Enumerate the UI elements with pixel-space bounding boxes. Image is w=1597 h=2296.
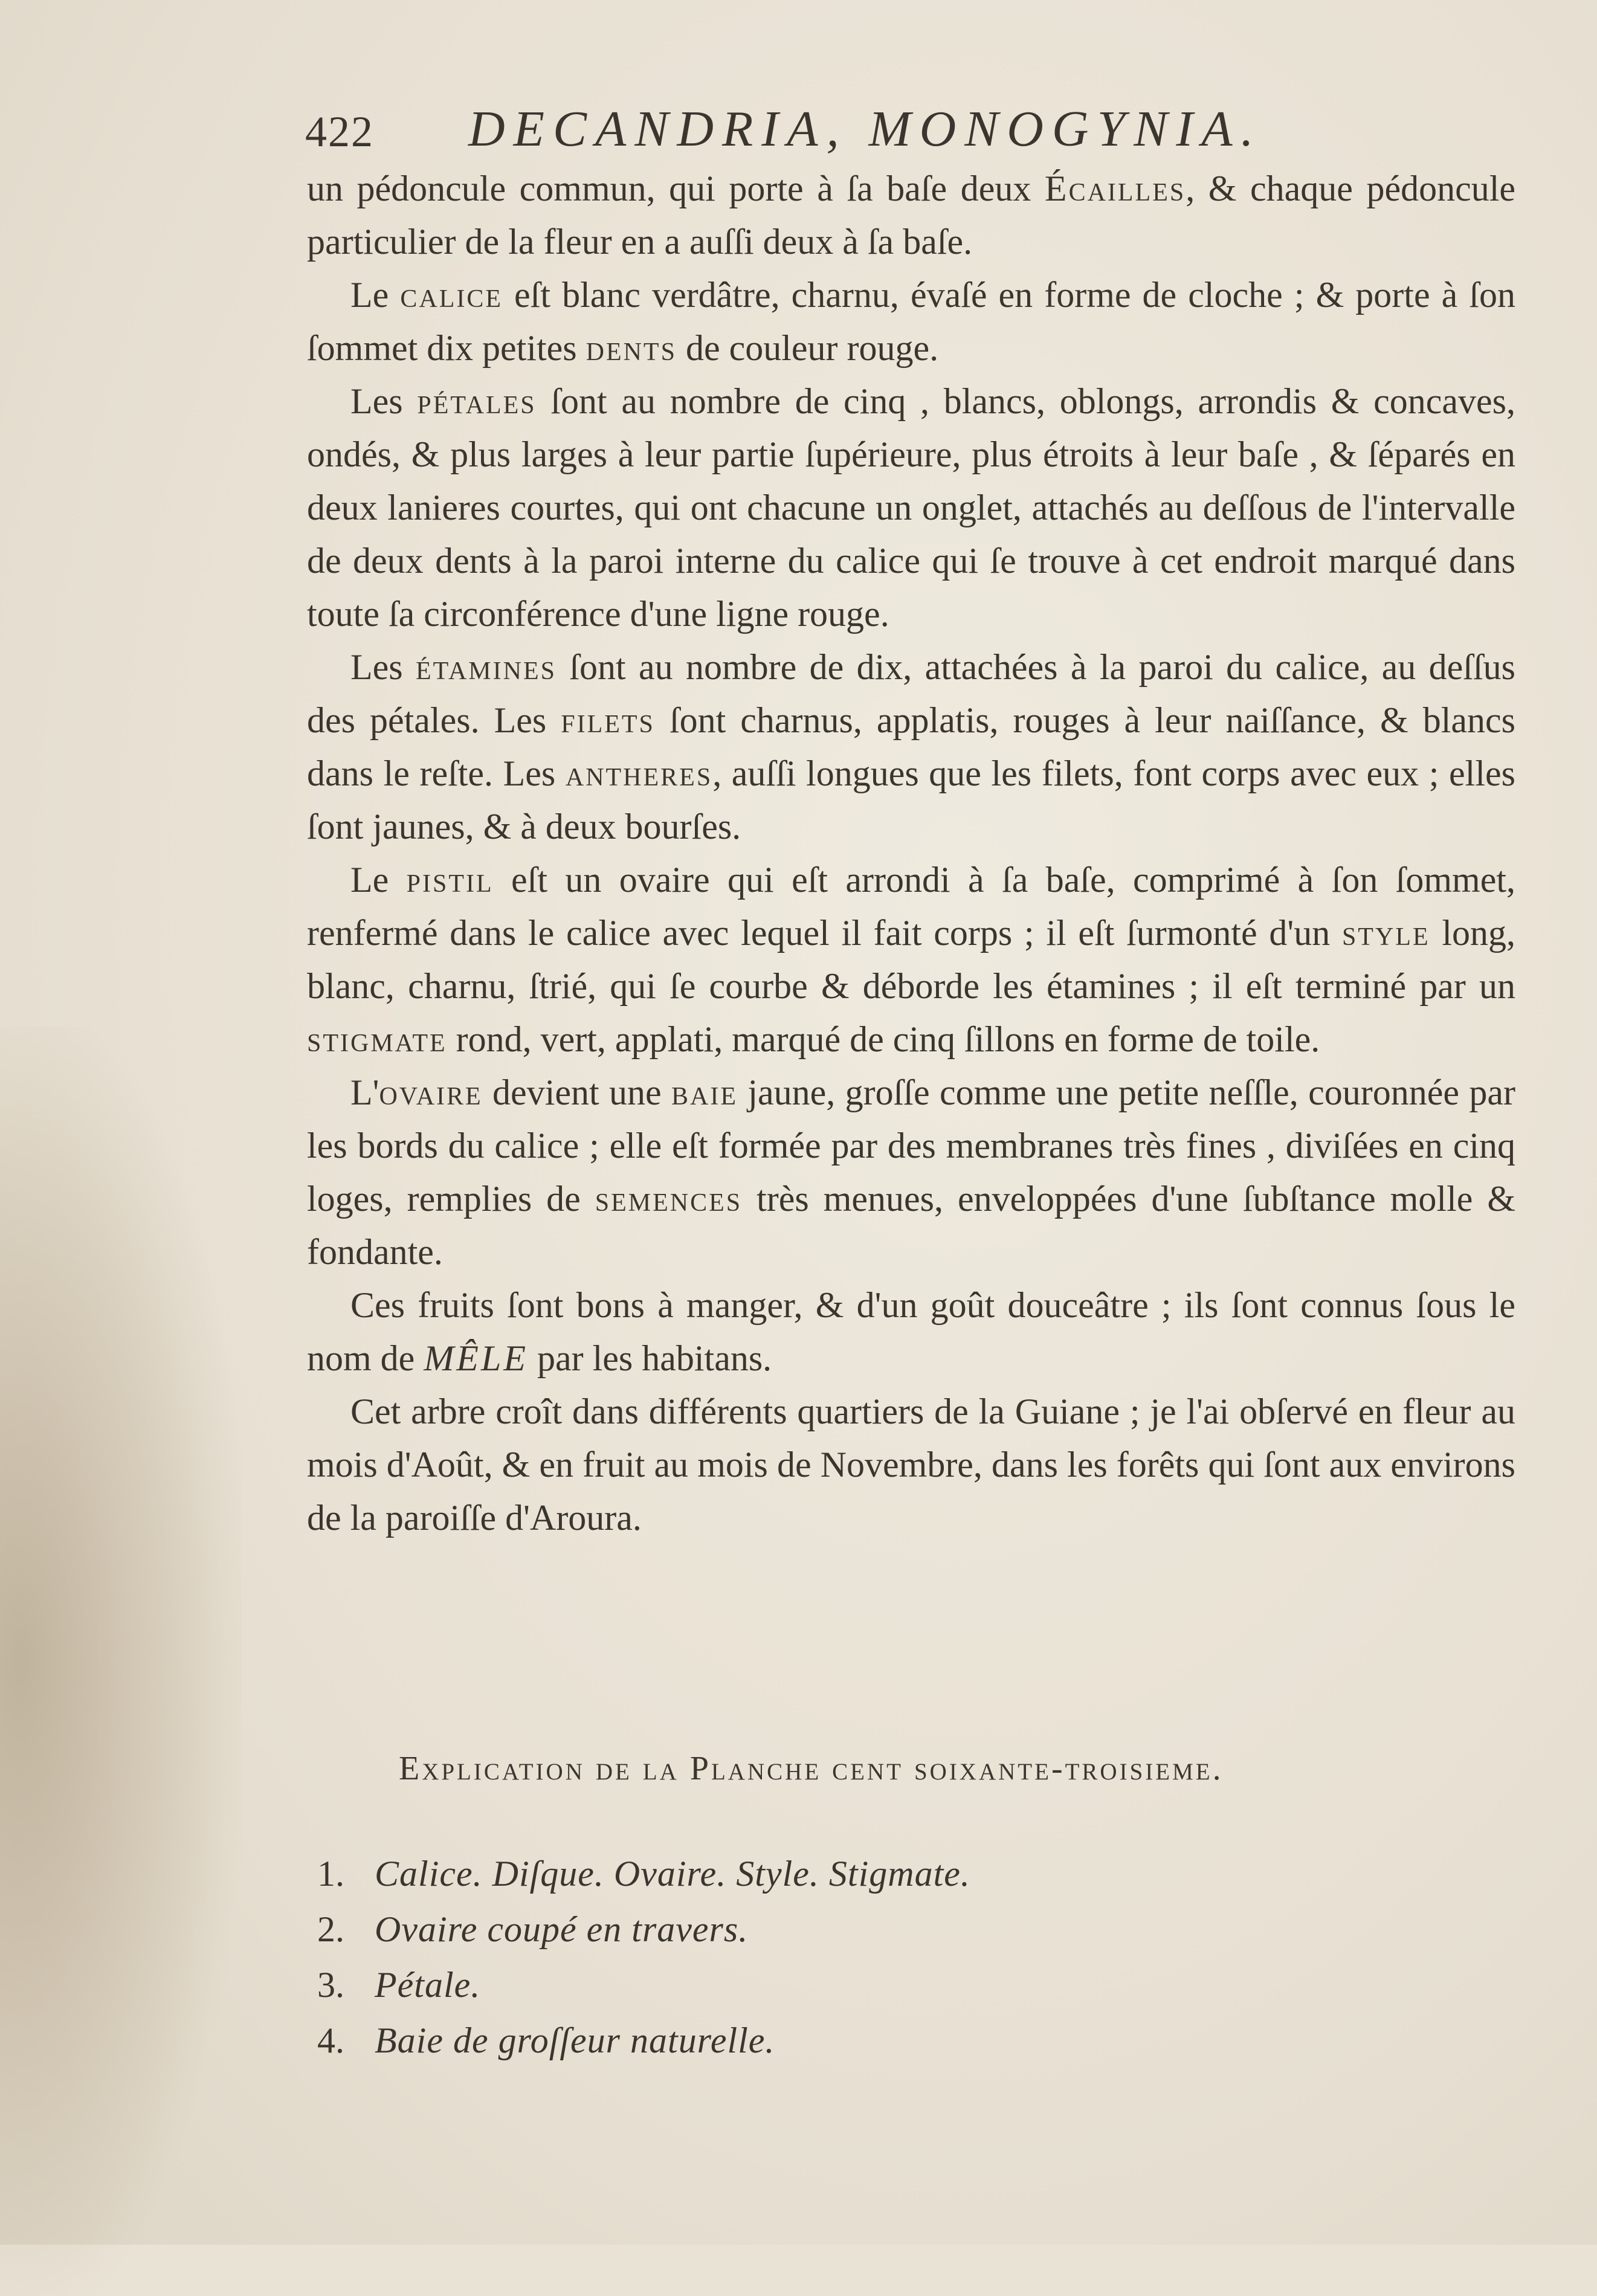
running-head-title: DECANDRIA, MONOGYNIA. (468, 101, 1262, 157)
text-run: très menues, enveloppées d'une ſubſtance molle & fondante. (307, 1179, 1516, 1272)
paragraph (307, 1279, 1515, 1385)
figure-item (317, 1846, 1405, 1901)
text-run: par les habitans. (527, 1338, 772, 1378)
text-run: Les (350, 647, 416, 687)
figure-number: 3. (317, 1965, 344, 2005)
text-run: long, blanc, charnu, ſtrié, qui ſe courbe & déborde les étamines ; il eſt terminé par un (307, 913, 1516, 1006)
text-run: Cet arbre croît dans différents quartiers de la Guiane ; je l'ai obſervé en fleur au mois d'Août, & en fruit au mois de Novembre, dans les forêts qui ſont aux environs de la paroiſſe d'Aroura. (307, 1391, 1515, 1538)
figure-caption: Baie de groſſeur naturelle. (375, 2020, 775, 2060)
figure-item (317, 1901, 1405, 1957)
body-text (307, 162, 1515, 1544)
text-run: de couleur rouge. (676, 328, 939, 368)
figure-number: 1. (317, 1854, 344, 1894)
page-number: 422 (305, 108, 374, 156)
text-run: , auſſi longues que les filets, font corps avec eux ; elles ſont jaunes, & à deux bourſes. (307, 753, 1515, 846)
figure-list (317, 1846, 1405, 2068)
figure-number: 4. (317, 2020, 344, 2060)
text-run: ſont au nombre de cinq , blancs, oblongs, arrondis & concaves, ondés, & plus larges à leur partie ſupérieure, plus étroits à leur baſe , & ſéparés en deux lanieres courtes, qui ont chacune un onglet, attachés au deſſous de l'intervalle de deux dents à la paroi interne du calice qui ſe trouve à cet endroit marqué dans toute ſa circonférence d'une ligne rouge. (307, 381, 1516, 634)
text-run: Le (350, 275, 401, 315)
text-run: rond, vert, applati, marqué de cinq ſillons en forme de toile. (447, 1019, 1320, 1059)
text-run: ſont au nombre de dix, attachées à la paroi du calice, au deſſus des pétales. Les (307, 647, 1515, 740)
figure-item (317, 2013, 1405, 2068)
page-stain (0, 1027, 242, 2296)
small-caps-term: style (1341, 913, 1430, 953)
plate-explanation-heading: Explication de la Planche cent soixante-troisieme. (399, 1750, 1224, 1787)
text-run: un pédoncule commun, qui porte à ſa baſe deux (307, 169, 1045, 208)
paragraph (307, 162, 1515, 268)
paragraph (307, 1066, 1515, 1279)
small-caps-term: étamines (416, 647, 557, 687)
small-caps-term: baie (671, 1072, 738, 1112)
paragraph (307, 1385, 1515, 1544)
text-run: eſt blanc verdâtre, charnu, évaſé en forme de cloche ; & porte à ſon ſommet dix petites (307, 275, 1515, 368)
paragraph (307, 853, 1515, 1066)
text-run: eſt un ovaire qui eſt arrondi à ſa baſe, comprimé à ſon ſommet, renfermé dans le calice avec lequel il fait corps ; il eſt ſurmonté d'un (307, 860, 1515, 953)
text-run: L' (350, 1072, 379, 1112)
text-run: , & chaque pédoncule particulier de la fleur en a auſſi deux à ſa baſe. (307, 169, 1516, 262)
figure-item (317, 1957, 1405, 2013)
text-run: devient une (482, 1072, 672, 1112)
paragraph (307, 640, 1515, 853)
small-caps-term: Écailles (1044, 169, 1186, 208)
figure-number: 2. (317, 1909, 344, 1949)
text-run: Les (350, 381, 418, 421)
small-caps-term: pistil (406, 860, 494, 900)
text-run: jaune, groſſe comme une petite neſſle, couronnée par les bords du calice ; elle eſt formée par des membranes très fines , diviſées en cinq loges, remplies de (307, 1072, 1515, 1219)
small-caps-term: antheres (565, 753, 713, 793)
paragraph (307, 375, 1515, 640)
text-run: Le (350, 860, 407, 900)
small-caps-term: dents (586, 328, 677, 368)
figure-caption: Calice. Diſque. Ovaire. Style. Stigmate. (375, 1854, 970, 1894)
small-caps-term: calice (400, 275, 503, 315)
small-caps-term: filets (561, 700, 655, 740)
italic-term: MÊLE (424, 1338, 528, 1378)
small-caps-term: stigmate (307, 1019, 447, 1059)
figure-caption: Pétale. (375, 1965, 481, 2005)
text-run: Ces fruits ſont bons à manger, & d'un goût douceâtre ; ils ſont connus ſous le nom de (307, 1285, 1515, 1378)
small-caps-term: semences (595, 1179, 743, 1219)
small-caps-term: ovaire (379, 1072, 483, 1112)
text-run: ſont charnus, applatis, rouges à leur naiſſance, & blancs dans le reſte. Les (307, 700, 1515, 793)
small-caps-term: pétales (417, 381, 537, 421)
running-head (305, 100, 1393, 172)
paragraph (307, 268, 1515, 375)
figure-caption: Ovaire coupé en travers. (375, 1909, 749, 1949)
